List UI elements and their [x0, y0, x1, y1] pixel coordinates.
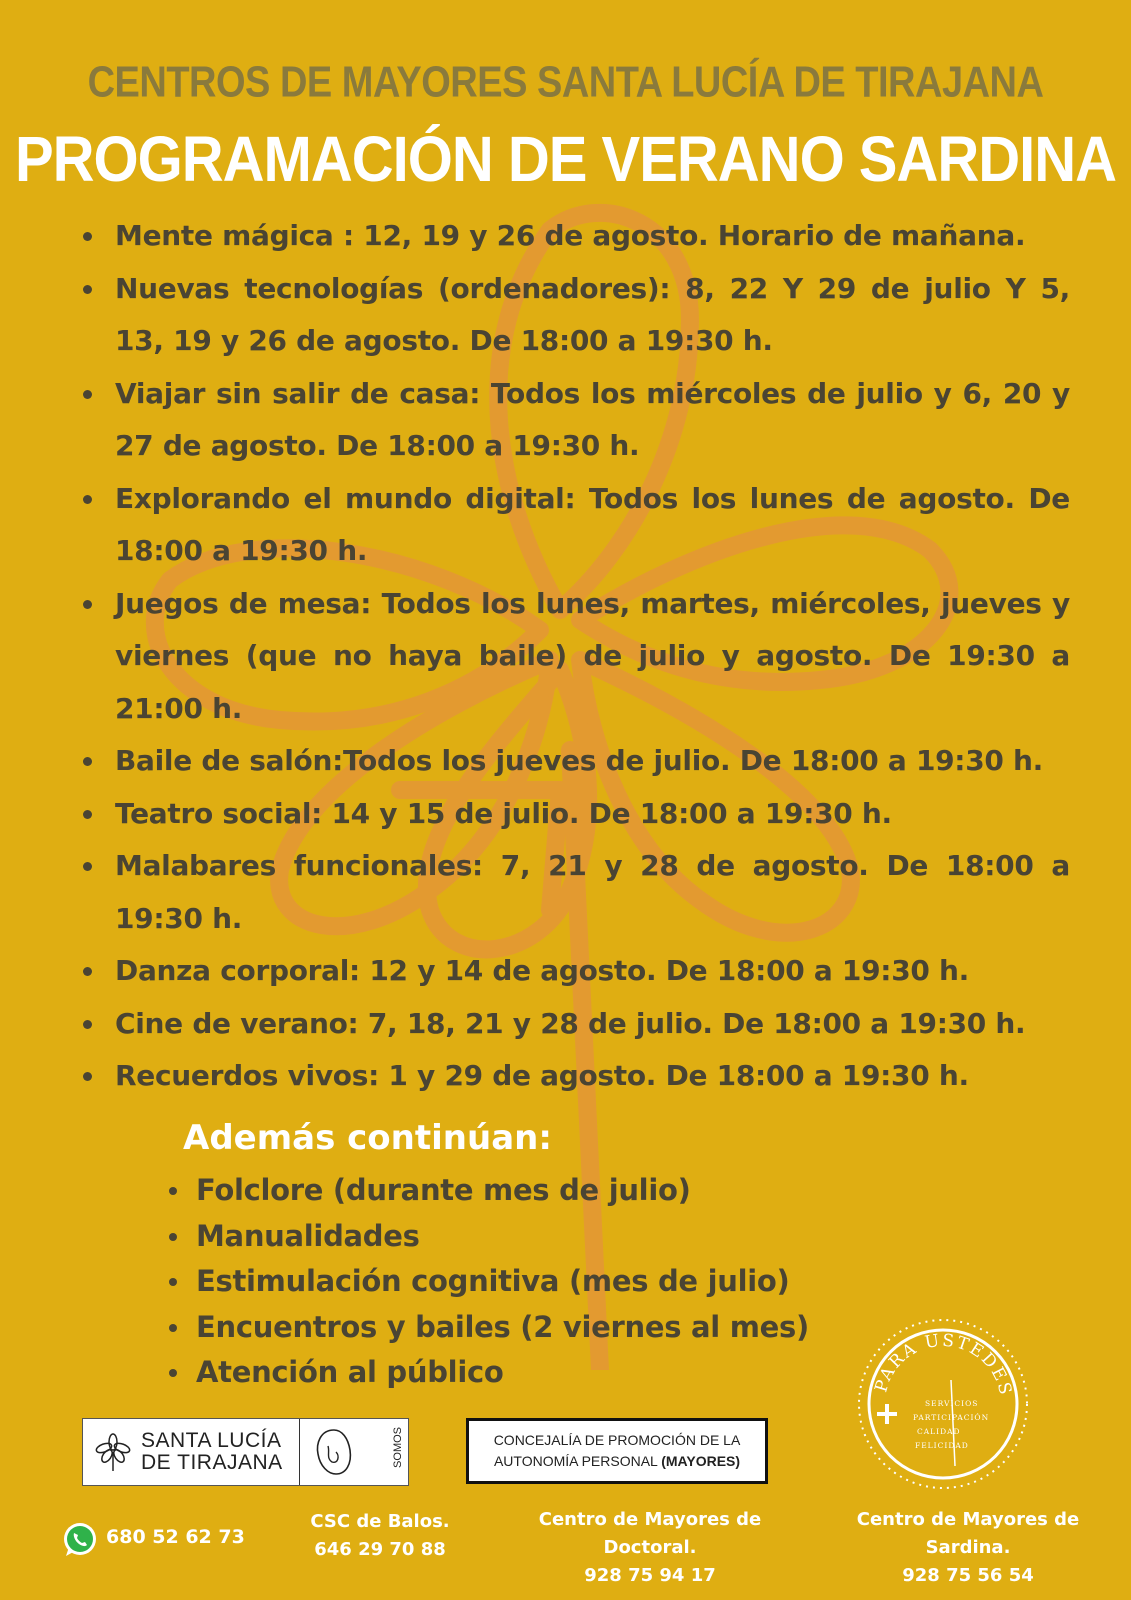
seal-title: PARA USTEDES: [871, 1330, 1016, 1399]
municipality-logo: [82, 1418, 409, 1486]
municipality-name-line2: DE TIRAJANA: [141, 1451, 283, 1474]
continuing-item: Atención al público: [196, 1350, 809, 1396]
activities-list: [115, 210, 1070, 1103]
activity-item: Juegos de mesa: Todos los lunes, martes, miércoles, jueves y viernes (que no haya baile) de julio y agosto. De 19:30 a 21:00 h.: [115, 578, 1070, 736]
continuing-title: Además continúan:: [183, 1118, 552, 1158]
activity-item: Nuevas tecnologías (ordenadores): 8, 22 Y 29 de julio Y 5, 13, 19 y 26 de agosto. De 18:00 a 19:30 h.: [115, 263, 1070, 368]
concejalia-line2: AUTONOMÍA PERSONAL: [493, 1453, 658, 1469]
activity-item: Cine de verano: 7, 18, 21 y 28 de julio. De 18:00 a 19:30 h.: [115, 998, 1070, 1051]
municipality-name-line1: SANTA LUCÍA: [141, 1429, 282, 1452]
seal-word-3: CALIDAD: [917, 1427, 961, 1436]
contact-doctoral: [520, 1506, 780, 1590]
somos-label: SOMOS: [392, 1427, 404, 1468]
somos-face-icon: [312, 1426, 356, 1478]
contact-balos: [305, 1508, 455, 1564]
balos-name: CSC de Balos.: [310, 1511, 450, 1532]
activity-item: Teatro social: 14 y 15 de julio. De 18:00 a 19:30 h.: [115, 788, 1070, 841]
concejalia-line1: CONCEJALÍA DE PROMOCIÓN DE LA: [493, 1432, 741, 1448]
activity-item: Mente mágica : 12, 19 y 26 de agosto. Horario de mañana.: [115, 210, 1070, 263]
continuing-list: [196, 1168, 809, 1396]
logo-divider: [299, 1419, 300, 1485]
doctoral-name-line2: Doctoral.: [603, 1537, 697, 1558]
concejalia-bold: (MAYORES): [661, 1453, 741, 1469]
continuing-item: Manualidades: [196, 1214, 809, 1260]
whatsapp-phone: 680 52 62 73: [106, 1526, 245, 1548]
activity-item: Malabares funcionales: 7, 21 y 28 de agosto. De 18:00 a 19:30 h.: [115, 840, 1070, 945]
sardina-name-line2: Sardina.: [925, 1537, 1011, 1558]
doctoral-phone: 928 75 94 17: [584, 1565, 716, 1586]
seal-word-2: PARTICIPACIÓN: [913, 1413, 990, 1422]
svg-text:PARA USTEDES: [871, 1331, 1015, 1399]
balos-phone: 646 29 70 88: [314, 1539, 446, 1560]
flower-logo-icon: [93, 1432, 133, 1472]
activity-item: Viajar sin salir de casa: Todos los miércoles de julio y 6, 20 y 27 de agosto. De 18:00 a 19:30 h.: [115, 368, 1070, 473]
page-title: PROGRAMACIÓN DE VERANO SARDINA: [14, 123, 1117, 196]
activity-item: Danza corporal: 12 y 14 de agosto. De 18:00 a 19:30 h.: [115, 945, 1070, 998]
continuing-item: Folclore (durante mes de julio): [196, 1168, 809, 1214]
activity-item: Recuerdos vivos: 1 y 29 de agosto. De 18:00 a 19:30 h.: [115, 1050, 1070, 1103]
concejalia-logo: [466, 1418, 768, 1484]
contact-sardina: [838, 1506, 1098, 1590]
activity-item: Baile de salón:Todos los jueves de julio. De 18:00 a 19:30 h.: [115, 735, 1070, 788]
sardina-phone: 928 75 56 54: [902, 1565, 1034, 1586]
seal-word-4: FELICIDAD: [915, 1441, 969, 1450]
activity-item: Explorando el mundo digital: Todos los lunes de agosto. De 18:00 a 19:30 h.: [115, 473, 1070, 578]
sardina-name-line1: Centro de Mayores de: [856, 1509, 1080, 1530]
doctoral-name-line1: Centro de Mayores de: [538, 1509, 762, 1530]
continuing-item: Estimulación cognitiva (mes de julio): [196, 1259, 809, 1305]
supertitle: CENTROS DE MAYORES SANTA LUCÍA DE TIRAJANA: [87, 58, 1044, 108]
para-ustedes-seal: [855, 1316, 1031, 1492]
seal-word-1: SERVICIOS: [925, 1399, 979, 1408]
continuing-item: Encuentros y bailes (2 viernes al mes): [196, 1305, 809, 1351]
whatsapp-icon: [60, 1520, 100, 1560]
